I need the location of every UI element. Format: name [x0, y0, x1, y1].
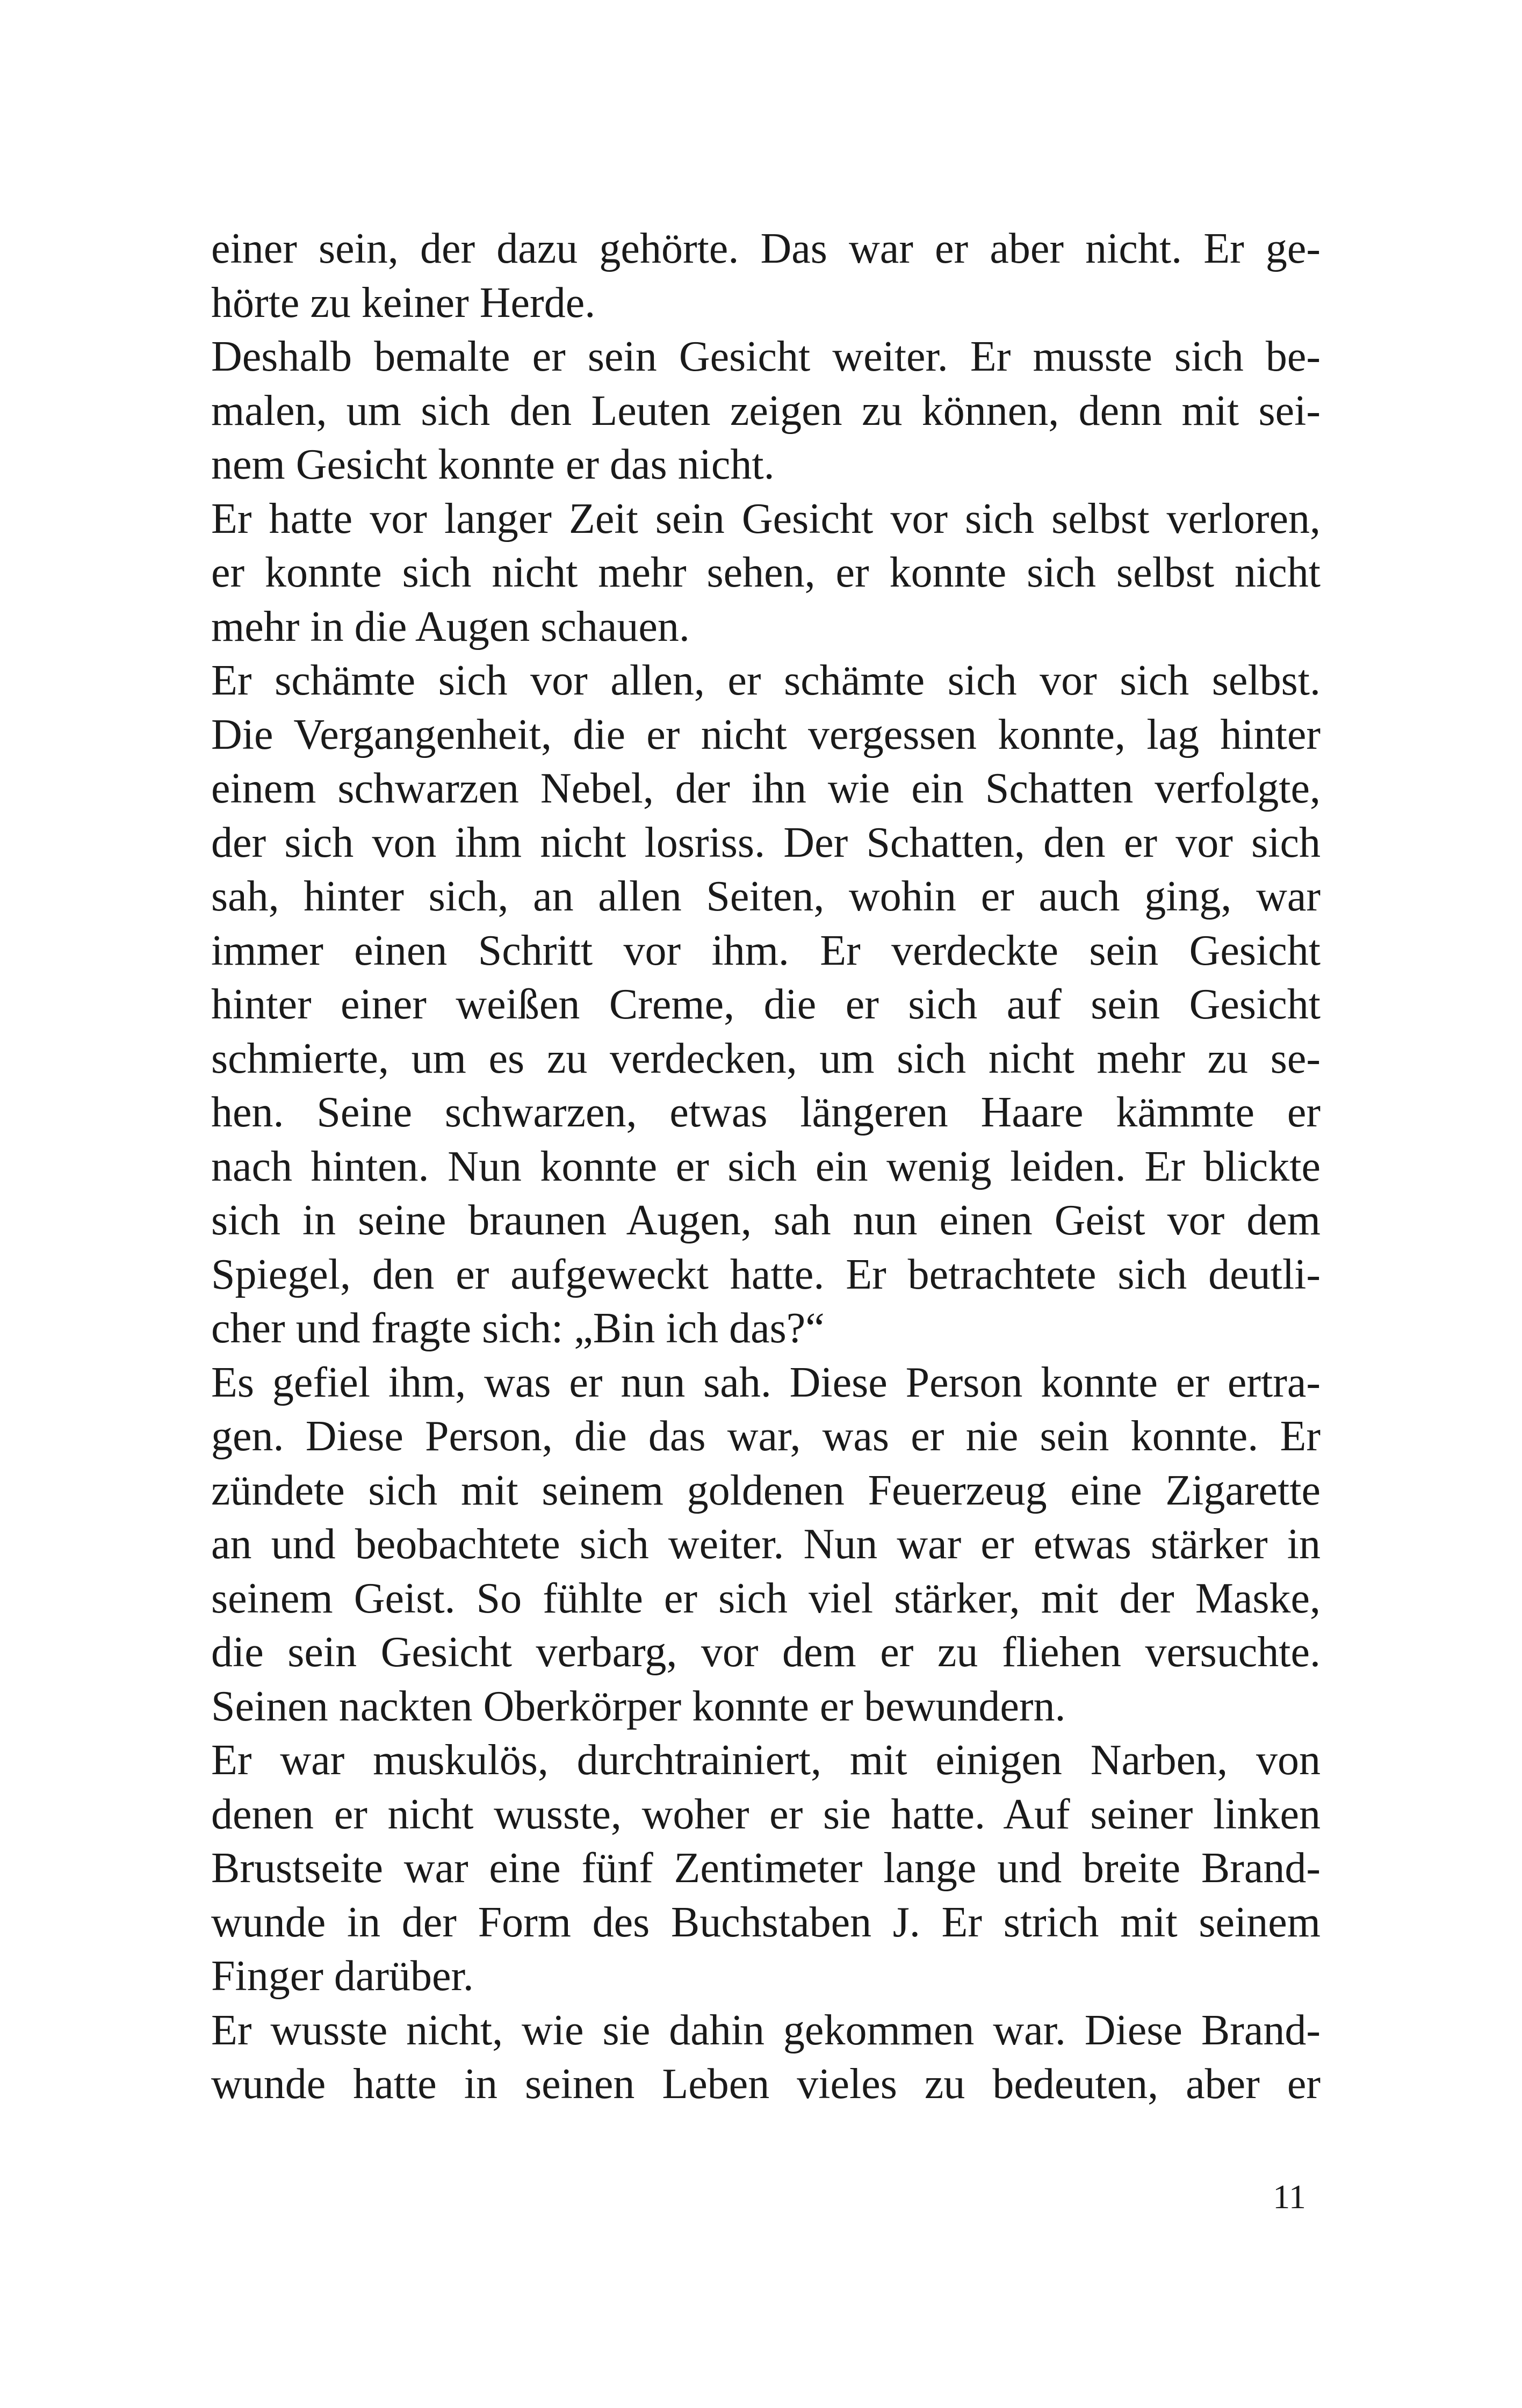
- text-line: Die Vergangenheit, die er nicht vergessen konnte, lag hinter: [211, 711, 1321, 758]
- text-line: einer sein, der dazu gehörte. Das war er aber nicht. Er ge-: [211, 225, 1321, 272]
- text-line: der sich von ihm nicht losriss. Der Schatten, den er vor sich: [211, 819, 1321, 866]
- text-line: Deshalb bemalte er sein Gesicht weiter. Er musste sich be-: [211, 333, 1321, 380]
- text-line: wunde in der Form des Buchstaben J. Er strich mit seinem: [211, 1898, 1321, 1946]
- text-line: sich in seine braunen Augen, sah nun einen Geist vor dem: [211, 1197, 1321, 1244]
- text-line: er konnte sich nicht mehr sehen, er konnte sich selbst nicht: [211, 549, 1321, 596]
- text-line: Brustseite war eine fünf Zentimeter lange und breite Brand-: [211, 1845, 1321, 1892]
- text-line: hen. Seine schwarzen, etwas längeren Haare kämmte er: [211, 1089, 1321, 1136]
- text-line: mehr in die Augen schauen.: [211, 603, 690, 650]
- text-line: an und beobachtete sich weiter. Nun war er etwas stärker in: [211, 1521, 1321, 1568]
- text-line: Finger darüber.: [211, 1953, 474, 2000]
- text-line: hörte zu keiner Herde.: [211, 279, 596, 327]
- text-line: Er hatte vor langer Zeit sein Gesicht vor sich selbst verloren,: [211, 495, 1321, 543]
- text-line: nem Gesicht konnte er das nicht.: [211, 441, 775, 488]
- text-line: seinem Geist. So fühlte er sich viel stärker, mit der Maske,: [211, 1574, 1321, 1622]
- text-line: wunde hatte in seinen Leben vieles zu bedeuten, aber er: [211, 2060, 1321, 2108]
- text-line: cher und fragte sich: „Bin ich das?“: [211, 1305, 825, 1352]
- text-line: Er schämte sich vor allen, er schämte sich vor sich selbst.: [211, 657, 1321, 704]
- body-text: [211, 222, 1321, 2111]
- text-line: hinter einer weißen Creme, die er sich auf sein Gesicht: [211, 981, 1321, 1028]
- text-line: Seinen nackten Oberkörper konnte er bewundern.: [211, 1682, 1066, 1730]
- text-line: Es gefiel ihm, was er nun sah. Diese Person konnte er ertra-: [211, 1358, 1321, 1406]
- text-line: Spiegel, den er aufgeweckt hatte. Er betrachtete sich deutli-: [211, 1250, 1321, 1298]
- text-line: Er wusste nicht, wie sie dahin gekommen war. Diese Brand-: [211, 2006, 1321, 2054]
- text-line: einem schwarzen Nebel, der ihn wie ein Schatten verfolgte,: [211, 765, 1321, 812]
- text-line: Er war muskulös, durchtrainiert, mit einigen Narben, von: [211, 1737, 1321, 1784]
- page-number: 11: [1273, 2178, 1306, 2216]
- text-line: denen er nicht wusste, woher er sie hatte. Auf seiner linken: [211, 1790, 1321, 1838]
- text-line: gen. Diese Person, die das war, was er nie sein konnte. Er: [211, 1413, 1321, 1460]
- text-line: immer einen Schritt vor ihm. Er verdeckte sein Gesicht: [211, 927, 1321, 974]
- text-line: die sein Gesicht verbarg, vor dem er zu fliehen versuchte.: [211, 1629, 1321, 1676]
- text-line: schmierte, um es zu verdecken, um sich nicht mehr zu se-: [211, 1035, 1321, 1082]
- text-line: zündete sich mit seinem goldenen Feuerzeug eine Zigarette: [211, 1466, 1321, 1514]
- text-line: malen, um sich den Leuten zeigen zu können, denn mit sei-: [211, 387, 1321, 435]
- text-line: sah, hinter sich, an allen Seiten, wohin er auch ging, war: [211, 873, 1321, 920]
- text-line: nach hinten. Nun konnte er sich ein wenig leiden. Er blickte: [211, 1142, 1321, 1190]
